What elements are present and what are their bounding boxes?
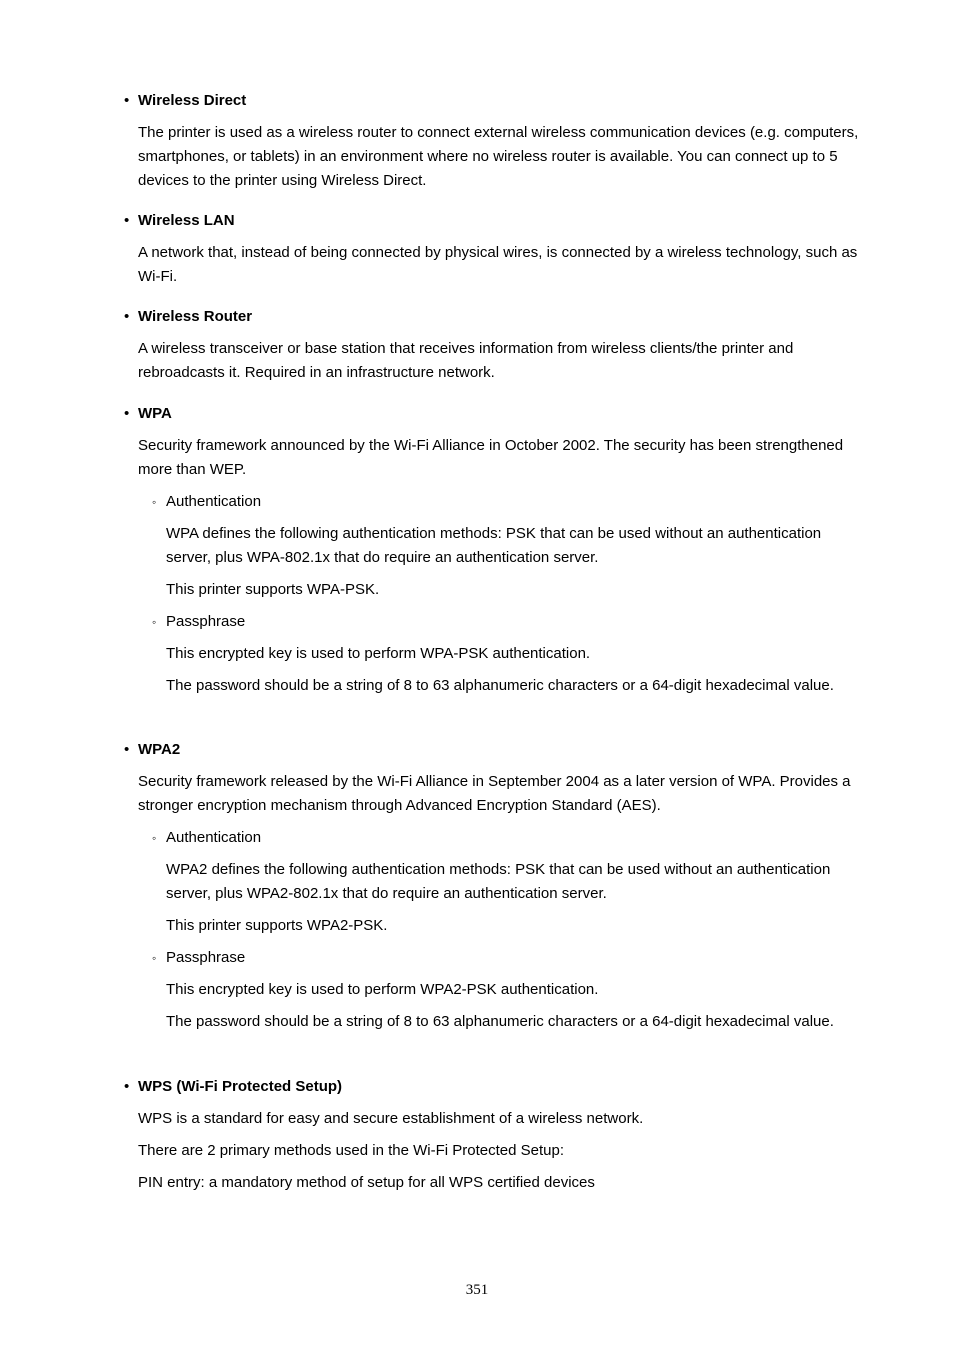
definition-paragraph: The printer is used as a wireless router to connect external wireless communication devices (e.g. computers, smartphones, or tablets) in an environment where no wireless router is available. You can connect up to 5 devices to the printer using Wireless Direct. (138, 124, 859, 189)
subitem-authentication (152, 490, 261, 514)
term-label: WPS (Wi-Fi Protected Setup) (138, 1078, 343, 1095)
subitem-passphrase (152, 946, 245, 970)
subitem-paragraph: The password should be a string of 8 to 63 alphanumeric characters or a 64-digit hexadecimal value. (166, 677, 834, 694)
bullet-icon: • (124, 308, 130, 325)
term-wpa (124, 402, 172, 426)
term-wireless-lan (124, 209, 235, 233)
subitem-paragraph: This encrypted key is used to perform WPA-PSK authentication. (166, 645, 591, 662)
definition-paragraph: Security framework released by the Wi-Fi Alliance in September 2004 as a later version of WPA. Provides a stronger encryption mechanism through Advanced Encryption Standard (AES). (138, 773, 851, 814)
circle-bullet-icon: ◦ (152, 831, 157, 845)
subitem-paragraph: This printer supports WPA-PSK. (166, 581, 380, 598)
subitem-paragraph: This printer supports WPA2-PSK. (166, 917, 388, 934)
subitem-title: Authentication (166, 493, 262, 510)
subitem-title: Passphrase (166, 613, 246, 630)
circle-bullet-icon: ◦ (152, 495, 157, 509)
term-wireless-router (124, 305, 252, 329)
definition-paragraph: There are 2 primary methods used in the Wi-Fi Protected Setup: (138, 1142, 565, 1159)
subitem-paragraph: This encrypted key is used to perform WPA2-PSK authentication. (166, 981, 599, 998)
subitem-passphrase (152, 610, 245, 634)
bullet-icon: • (124, 405, 130, 422)
definition-paragraph: WPS is a standard for easy and secure establishment of a wireless network. (138, 1110, 644, 1127)
definition-paragraph: A network that, instead of being connected by physical wires, is connected by a wireless technology, such as Wi-Fi. (138, 244, 858, 285)
definition-paragraph: Security framework announced by the Wi-Fi Alliance in October 2002. The security has been strengthened more than WEP. (138, 437, 844, 478)
bullet-icon: • (124, 741, 130, 758)
bullet-icon: • (124, 1078, 130, 1095)
term-wps (124, 1075, 342, 1099)
subitem-paragraph: WPA2 defines the following authentication methods: PSK that can be used without an authentication server, plus WPA2-802.1x that do require an authentication server. (166, 861, 831, 902)
subitem-authentication (152, 826, 261, 850)
term-label: Wireless Direct (138, 92, 247, 109)
term-label: WPA (138, 405, 172, 422)
circle-bullet-icon: ◦ (152, 615, 157, 629)
page-number: 351 (465, 1282, 489, 1298)
term-label: WPA2 (138, 741, 181, 758)
bullet-icon: • (124, 92, 130, 109)
subitem-paragraph: WPA defines the following authentication methods: PSK that can be used without an authentication server, plus WPA-802.1x that do require an authentication server. (166, 525, 822, 566)
subitem-title: Passphrase (166, 949, 246, 966)
circle-bullet-icon: ◦ (152, 951, 157, 965)
term-label: Wireless Router (138, 308, 253, 325)
subitem-paragraph: The password should be a string of 8 to 63 alphanumeric characters or a 64-digit hexadecimal value. (166, 1013, 834, 1030)
definition-paragraph: A wireless transceiver or base station that receives information from wireless clients/the printer and rebroadcasts it. Required in an infrastructure network. (138, 340, 794, 381)
term-wireless-direct (124, 89, 246, 113)
subitem-title: Authentication (166, 829, 262, 846)
definition-paragraph: PIN entry: a mandatory method of setup for all WPS certified devices (138, 1174, 595, 1191)
term-label: Wireless LAN (138, 212, 235, 229)
bullet-icon: • (124, 212, 130, 229)
term-wpa2 (124, 738, 180, 762)
